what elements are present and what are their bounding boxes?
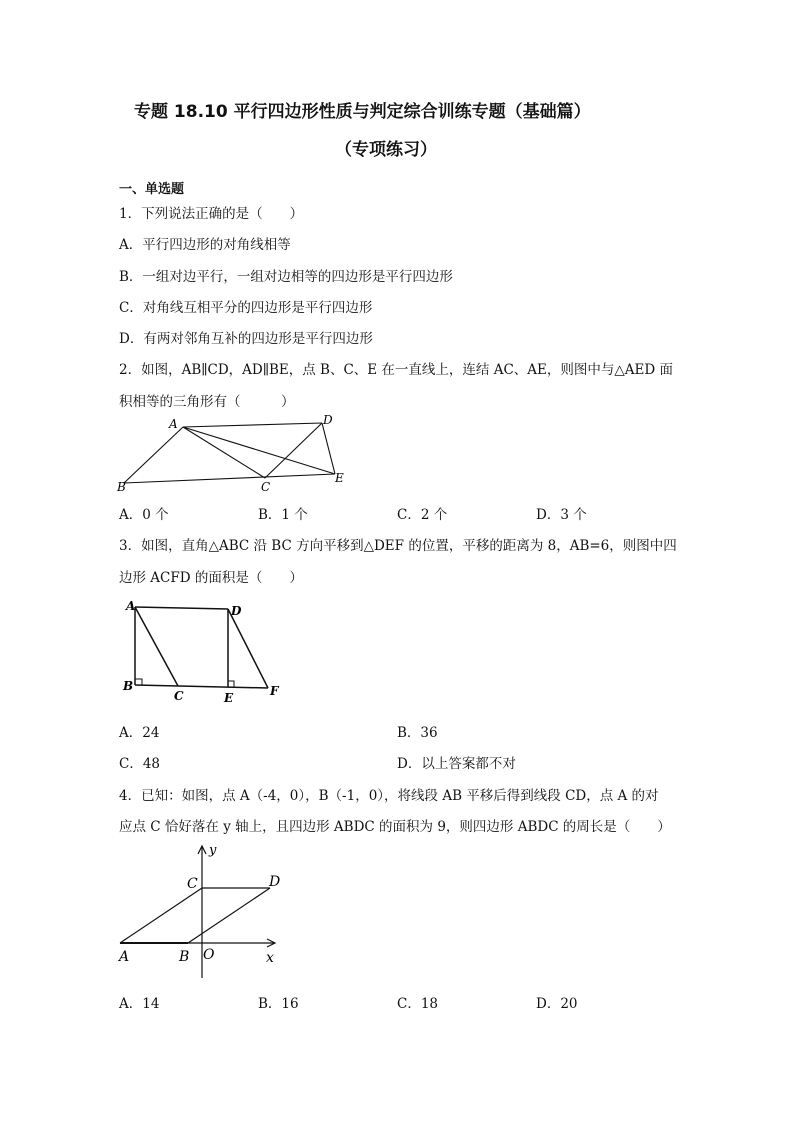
q3-stem-line1: 3．如图，直角△ABC 沿 BC 方向平移到△DEF 的位置，平移的距离为 8，AB=6，则图中四 [119,538,677,554]
section-heading: 一、单选题 [119,182,185,197]
q3-option-d: D．以上答案都不对 [397,756,516,772]
q4-option-c: C．18 [397,996,439,1012]
q2-option-b: B．1 个 [258,507,308,523]
q4-label-d: D [269,874,281,890]
q3-label-a: A [126,599,136,613]
q2-stem-line2: 积相等的三角形有（ ） [119,394,295,410]
q3-option-a: A．24 [119,725,160,741]
q3-label-f: F [270,684,279,698]
q2-label-d: D [323,413,333,427]
q4-label-b: B [179,949,190,965]
q3-stem-line2: 边形 ACFD 的面积是（ ） [119,570,303,586]
q1-stem: 1．下列说法正确的是（ ） [119,206,304,222]
q1-option-d: D．有两对邻角互补的四边形是平行四边形 [119,331,373,347]
q2-label-a: A [169,417,178,431]
q4-stem-line1: 4．已知：如图，点 A（-4，0），B（-1，0），将线段 AB 平移后得到线段 CD，点 A 的对 [119,788,659,804]
q4-option-b: B．16 [258,996,299,1012]
q1-option-c: C．对角线互相平分的四边形是平行四边形 [119,300,373,316]
q4-label-c: C [187,876,198,892]
q2-label-c: C [261,480,271,494]
q2-label-b: B [117,480,126,494]
q3-label-d: D [231,604,242,618]
q4-label-o: O [203,947,215,963]
q3-label-c: C [174,689,184,703]
q4-figure [115,838,290,978]
q4-stem-line2: 应点 C 恰好落在 y 轴上，且四边形 ABDC 的面积为 9，则四边形 ABDC 的周长是（ ） [119,819,671,835]
q1-option-a: A．平行四边形的对角线相等 [119,237,291,253]
q3-label-b: B [123,679,134,693]
q4-option-a: A．14 [119,996,160,1012]
q4-label-a: A [119,949,130,965]
q3-option-c: C．48 [119,756,161,772]
q3-figure [118,595,298,707]
page-title: 专题 18.10 平行四边形性质与判定综合训练专题（基础篇） [134,102,591,122]
q2-figure [115,410,355,500]
q4-label-y: y [209,843,217,858]
q2-option-c: C．2 个 [397,507,448,523]
q1-option-b: B．一组对边平行，一组对边相等的四边形是平行四边形 [119,269,453,285]
q2-stem-line1: 2．如图，AB∥CD，AD∥BE，点 B、C、E 在一直线上，连结 AC、AE，则图中与△AED 面 [119,362,673,378]
q4-label-x: x [266,950,274,966]
q3-option-b: B．36 [397,725,438,741]
q4-option-d: D．20 [536,996,578,1012]
q3-label-e: E [224,691,234,705]
q2-label-e: E [335,471,344,485]
q2-option-a: A．0 个 [119,507,169,523]
page-subtitle: （专项练习） [335,140,437,160]
q2-option-d: D．3 个 [536,507,587,523]
